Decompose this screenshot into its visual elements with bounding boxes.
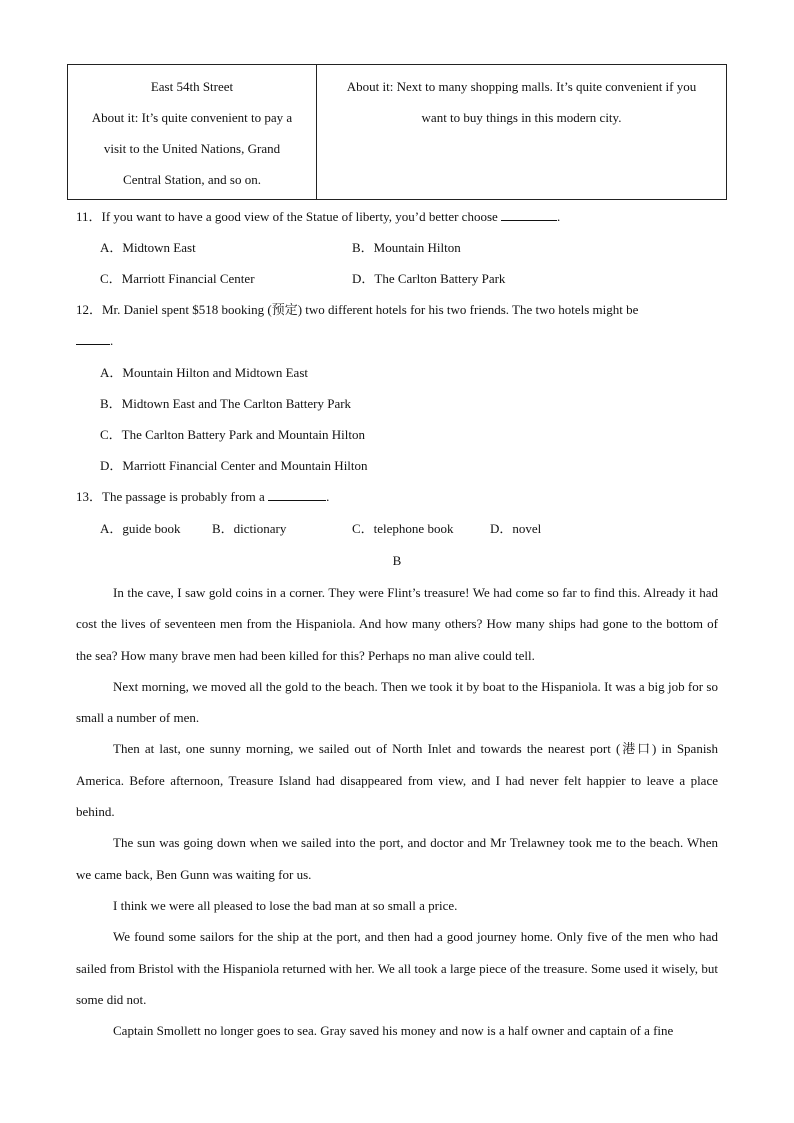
question-12-option-a: A．Mountain Hilton and Midtown East: [100, 365, 308, 380]
table-text-line: want to buy things in this modern city.: [421, 110, 622, 125]
passage-paragraph: Next morning, we moved all the gold to the beach. Then we took it by boat to the Hispaniola. It was a big job for so small a number of men.: [76, 678, 718, 726]
question-13-option-c: C．telephone book: [352, 521, 454, 536]
passage-paragraph: Then at last, one sunny morning, we sailed out of North Inlet and towards the nearest port (港口) in Spanish America. Before afternoon, Treasure Island had disappeared from view, and I had never felt happier to leave a place behind.: [76, 741, 718, 820]
table-text-line: About it: Next to many shopping malls. It’s quite convenient if you: [346, 79, 697, 94]
table-cell-east-54th: [68, 65, 317, 199]
table-text-line: visit to the United Nations, Grand: [103, 141, 281, 156]
question-11-option-c: C．Marriott Financial Center: [100, 271, 255, 286]
question-13-option-a: A．guide book: [100, 521, 181, 536]
question-13-option-d: D．novel: [490, 521, 542, 536]
table-text-line: Central Station, and so on.: [123, 172, 261, 187]
question-12-option-c: C．The Carlton Battery Park and Mountain Hilton: [100, 427, 366, 442]
question-12-option-b: B．Midtown East and The Carlton Battery Park: [100, 396, 352, 411]
section-heading-b: B: [392, 553, 402, 568]
question-11-option-d: D．The Carlton Battery Park: [352, 271, 506, 286]
question-13-option-b: B．dictionary: [212, 521, 287, 536]
hotel-info-table: [67, 64, 727, 200]
answer-blank: [76, 332, 110, 345]
passage-paragraph: I think we were all pleased to lose the bad man at so small a price.: [113, 897, 458, 913]
reading-passage: [76, 577, 718, 1046]
question-12-blank-line: .: [76, 331, 113, 351]
question-11-stem: 11．If you want to have a good view of the Statue of liberty, you’d better choose .: [76, 209, 561, 224]
passage-paragraph: We found some sailors for the ship at the port, and then had a good journey home. Only five of the men who had sailed from Bristol with the Hispaniola returned with her. We all took a large piece of the treasure. Some used it wisely, but some did not.: [76, 929, 718, 1007]
table-text-line: About it: It’s quite convenient to pay a: [91, 110, 293, 125]
table-text-line: East 54th Street: [150, 79, 234, 94]
passage-paragraph: In the cave, I saw gold coins in a corner. They were Flint’s treasure! We had come so far to find this. Already it had cost the lives of seventeen men from the Hispaniola. And how many others? How many ships had gone to the bottom of the sea? How many brave men had been killed for this? Perhaps no man alive could tell.: [76, 585, 718, 663]
answer-blank: [501, 208, 557, 221]
passage-paragraph: Captain Smollett no longer goes to sea. Gray saved his money and now is a half owner and captain of a fine: [113, 1023, 674, 1039]
question-11-option-a: A．Midtown East: [100, 240, 196, 255]
question-13-stem: 13．The passage is probably from a .: [76, 489, 330, 504]
passage-paragraph: The sun was going down when we sailed into the port, and doctor and Mr Trelawney took me to the beach. When we came back, Ben Gunn was waiting for us.: [76, 835, 718, 882]
question-12-stem: 12．Mr. Daniel spent $518 booking (预定) two different hotels for his two friends. The two hotels might be: [76, 302, 639, 317]
answer-blank: [268, 488, 326, 501]
table-cell-shopping: [317, 65, 726, 199]
question-12-option-d: D．Marriott Financial Center and Mountain Hilton: [100, 458, 368, 473]
question-11-option-b: B．Mountain Hilton: [352, 240, 461, 255]
